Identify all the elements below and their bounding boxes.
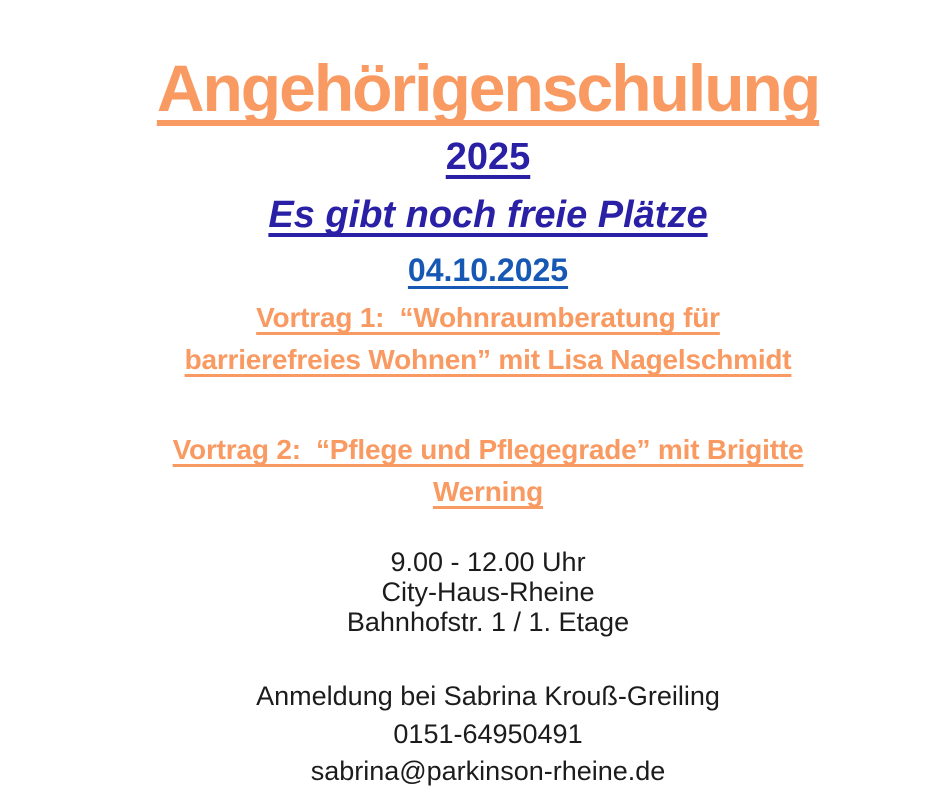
- event-info-block: [36, 547, 940, 637]
- flyer-title: Angehörigenschulung: [156, 51, 820, 125]
- event-time: 9.00 - 12.00 Uhr: [390, 547, 586, 577]
- talk-2-line-1: Vortrag 2: “Pflege und Pflegegrade” mit Brigitte: [172, 434, 804, 465]
- flyer-subtitle-free-places: Es gibt noch freie Plätze: [268, 194, 708, 236]
- event-date: 04.10.2025: [407, 252, 569, 288]
- contact-phone-number: 0151-64950491: [393, 719, 583, 749]
- flyer-year: 2025: [445, 136, 531, 178]
- event-address: Bahnhofstr. 1 / 1. Etage: [346, 607, 630, 637]
- registration-contact: Anmeldung bei Sabrina Krouß-Greiling: [256, 681, 720, 711]
- talk-1-block: [36, 297, 940, 381]
- event-venue: City-Haus-Rheine: [381, 577, 595, 607]
- talk-1-line-2: barrierefreies Wohnen” mit Lisa Nagelschmidt: [184, 344, 792, 375]
- talk-2-block: [36, 429, 940, 513]
- talk-1-line-1: Vortrag 1: “Wohnraumberatung für: [256, 302, 720, 333]
- contact-email: sabrina@parkinson-rheine.de: [310, 756, 666, 786]
- talk-2-line-2: Werning: [432, 476, 544, 507]
